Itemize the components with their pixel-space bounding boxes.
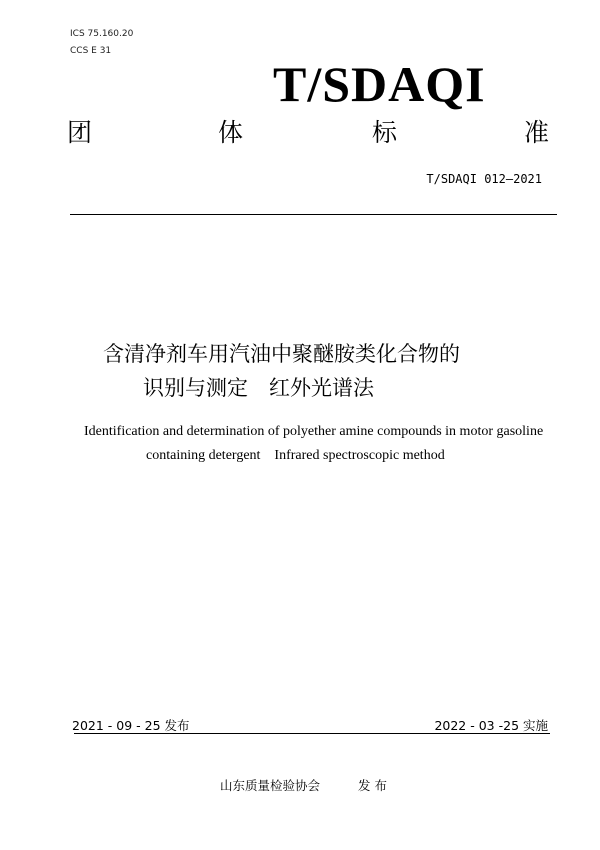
title-en-line-1: Identification and determination of polyether amine compounds in motor gasoline: [84, 424, 544, 439]
publisher: 山东质量检验协会: [220, 778, 321, 793]
publish-label: 发 布: [358, 778, 387, 793]
title-cn-line-2: 识别与测定 红外光谱法: [143, 376, 374, 400]
ccs-code: CCS E 31: [70, 46, 112, 56]
category-char-2: 体: [218, 118, 244, 147]
top-divider: [70, 214, 557, 215]
category-char-4: 准: [524, 118, 550, 147]
ics-code: ICS 75.160.20: [70, 29, 134, 39]
implement-date: 2022 - 03 -25 实施: [434, 718, 548, 733]
issue-date: 2021 - 09 - 25 发布: [72, 718, 190, 733]
bottom-divider: [74, 733, 550, 734]
title-en-line-2: containing detergent Infrared spectroscopic method: [146, 448, 445, 463]
category-char-1: 团: [67, 118, 93, 147]
category-char-3: 标: [372, 118, 398, 147]
standard-number: T/SDAQI 012—2021: [426, 172, 542, 186]
title-cn-line-1: 含清净剂车用汽油中聚醚胺类化合物的: [103, 342, 460, 366]
standard-logo: T/SDAQI: [273, 56, 486, 112]
